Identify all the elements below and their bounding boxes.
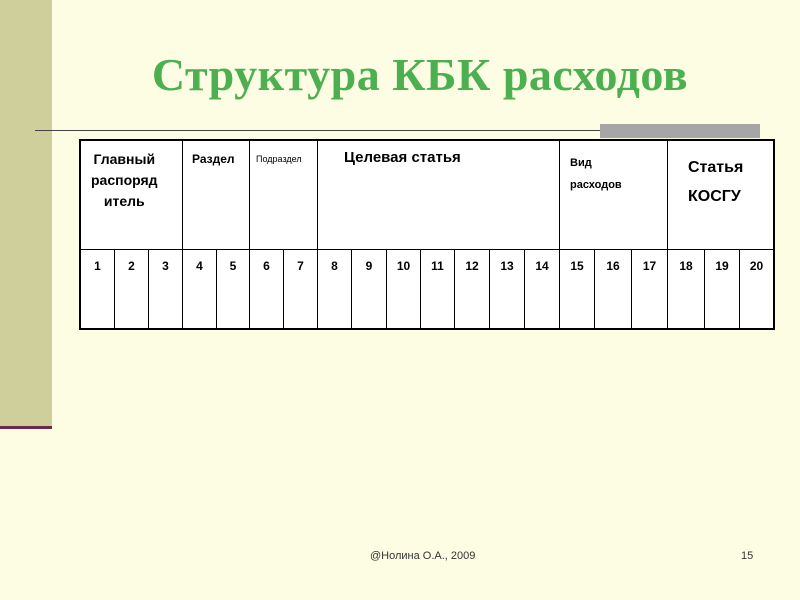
- header-label-target-article: Целевая статья: [344, 149, 461, 166]
- digit-cell: 7: [284, 250, 318, 328]
- header-label-main-administrator: Главный распоряд итель: [91, 151, 158, 209]
- digit-cell: 19: [705, 250, 740, 328]
- header-cell-expense-type: [560, 141, 668, 249]
- digit-cell: 11: [421, 250, 455, 328]
- page-number: 15: [741, 550, 754, 562]
- digit-cell: 18: [668, 250, 705, 328]
- digit-cell: 3: [149, 250, 183, 328]
- header-cell-subsection: [250, 141, 318, 249]
- header-label-subsection: Подраздел: [256, 154, 302, 164]
- digit-cell: 4: [183, 250, 217, 328]
- digit-cell: 10: [387, 250, 421, 328]
- slide-title: Структура КБК расходов: [151, 49, 689, 100]
- header-label-kosgu: Статья КОСГУ: [688, 159, 744, 205]
- digit-cell: 20: [749, 259, 764, 273]
- digit-cell: 1: [81, 250, 115, 328]
- header-label-expense-type: Вид расходов: [570, 157, 622, 191]
- header-label-section: Раздел: [192, 152, 235, 166]
- digit-cell: 13: [490, 250, 525, 328]
- table-header-row: [81, 141, 773, 250]
- table-digits-row: [81, 250, 773, 328]
- kbk-structure-table: [79, 139, 775, 330]
- header-cell-main-administrator: [81, 141, 183, 249]
- footer-author: @Нолина О.А., 2009: [370, 550, 476, 562]
- header-cell-section: [183, 141, 250, 249]
- digit-cell: 8: [318, 250, 352, 328]
- digit-cell: 9: [352, 250, 387, 328]
- digit-cell: 17: [632, 250, 668, 328]
- digit-cell: 2: [115, 250, 149, 328]
- header-cell-kosgu: [668, 141, 773, 249]
- digit-cell: 14: [525, 250, 560, 328]
- digit-cell: 15: [560, 250, 595, 328]
- digit-cell: 12: [455, 250, 490, 328]
- header-cell-target-article: [318, 141, 560, 249]
- title-rule-accent: [600, 124, 760, 138]
- digit-cell: 16: [595, 250, 632, 328]
- digit-cell: 5: [217, 250, 250, 328]
- side-band-divider: [0, 426, 52, 429]
- digit-cell: 6: [250, 250, 284, 328]
